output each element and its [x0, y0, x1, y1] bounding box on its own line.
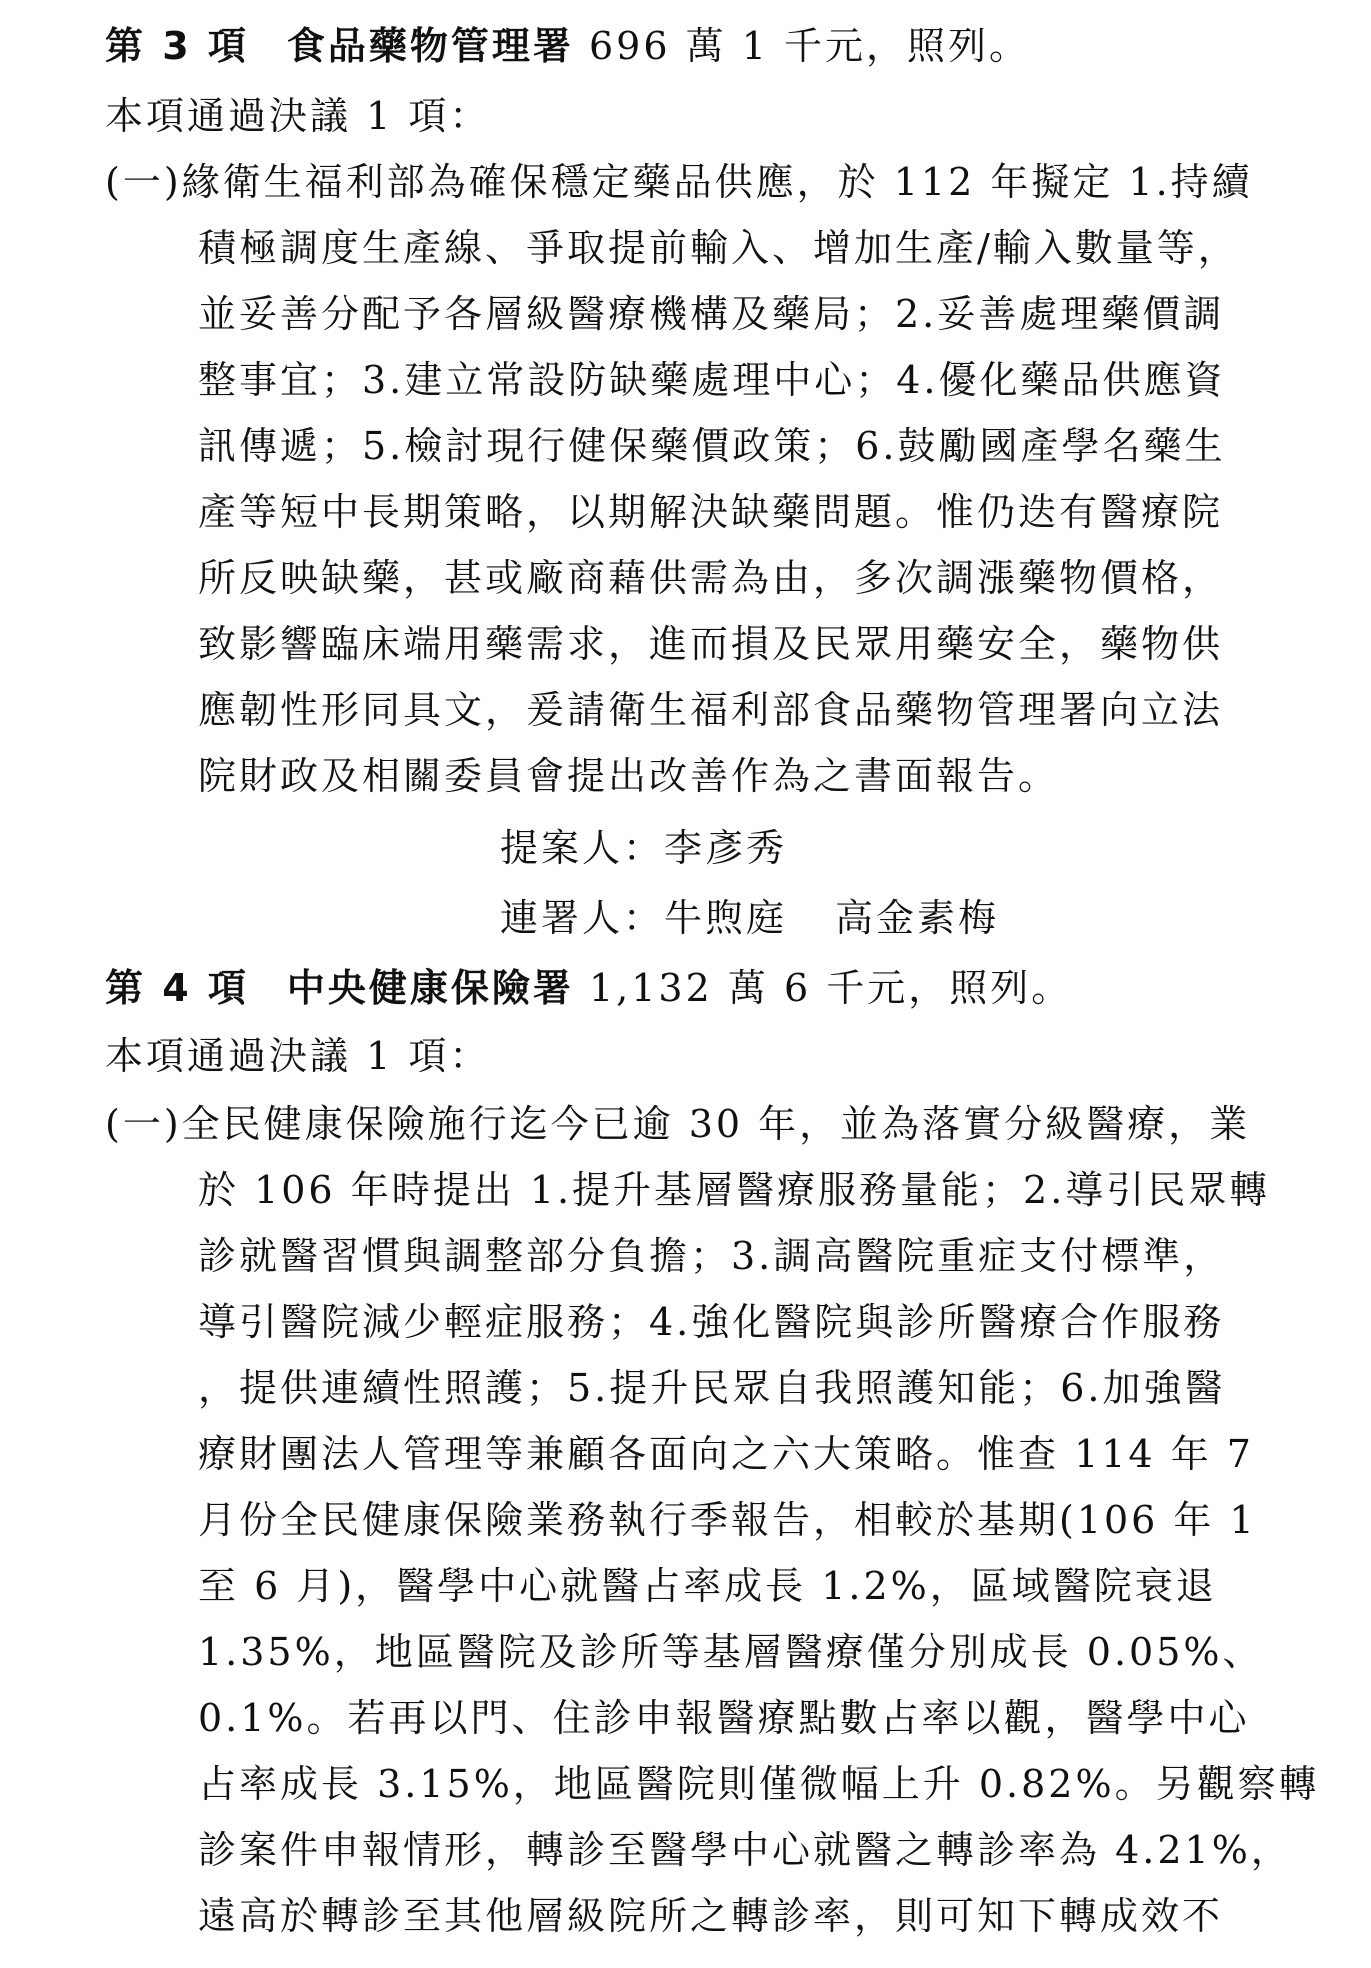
section-4-item-line: 診就醫習慣與調整部分負擔；3.調高醫院重症支付標準， — [198, 1234, 1225, 1278]
section-4-item-line: 導引醫院減少輕症服務；4.強化醫院與診所醫療合作服務 — [198, 1300, 1225, 1344]
section-3-proposer: 提案人：李彥秀 — [500, 826, 788, 870]
section-4-item-line: 療財團法人管理等兼顧各面向之六大策略。惟查 114 年 7 — [198, 1432, 1254, 1476]
section-3-cosigner-label: 連署人：牛煦庭 — [500, 896, 788, 940]
section-3-item-line: 致影響臨床端用藥需求，進而損及民眾用藥安全，藥物供 — [198, 622, 1224, 666]
section-4-item-line: 診案件申報情形，轉診至醫學中心就醫之轉診率為 4.21%， — [198, 1828, 1292, 1872]
section-4-item-line: 遠高於轉診至其他層級院所之轉診率，則可知下轉成效不 — [198, 1894, 1224, 1938]
section-3-item-line: 產等短中長期策略，以期解決缺藥問題。惟仍迭有醫療院 — [198, 490, 1224, 534]
section-4-item-line: 0.1%。若再以門、住診申報醫療點數占率以觀，醫學中心 — [198, 1696, 1250, 1740]
section-4-item-line: 占率成長 3.15%，地區醫院則僅微幅上升 0.82%。另觀察轉 — [198, 1762, 1320, 1806]
section-3-intro: 本項通過決議 1 項： — [105, 94, 491, 138]
section-3-item-line: 整事宜；3.建立常設防缺藥處理中心；4.優化藥品供應資 — [198, 358, 1226, 402]
section-4-item-line: ，提供連續性照護；5.提升民眾自我照護知能；6.加強醫 — [198, 1366, 1226, 1410]
section-3-heading — [105, 16, 1030, 76]
section-4-heading — [105, 958, 1072, 1018]
section-4-agency: 中央健康保險署 — [286, 966, 574, 1010]
section-3-amount: 696 萬 1 千元，照列。 — [573, 24, 1030, 68]
section-3-item-line: 積極調度生產線、爭取提前輸入、增加生產/輸入數量等， — [198, 226, 1239, 270]
section-4-item-line: 月份全民健康保險業務執行季報告，相較於基期(106 年 1 — [198, 1498, 1257, 1542]
section-4-item-line: 至 6 月)，醫學中心就醫占率成長 1.2%，區域醫院衰退 — [198, 1564, 1217, 1608]
section-3-item-line: 訊傳遞；5.檢討現行健保藥價政策；6.鼓勵國產學名藥生 — [198, 424, 1226, 468]
section-3-item-line: 應韌性形同具文，爰請衛生福利部食品藥物管理署向立法 — [198, 688, 1224, 732]
section-3-number: 第 3 項 — [105, 24, 249, 68]
section-4-item-line: 1.35%，地區醫院及診所等基層醫療僅分別成長 0.05%、 — [198, 1630, 1264, 1674]
section-3-item-line: 並妥善分配予各層級醫療機構及藥局；2.妥善處理藥價調 — [198, 292, 1225, 336]
section-3-cosigner-extra: 高金素梅 — [835, 896, 1000, 940]
section-3-item-line: (一)緣衛生福利部為確保穩定藥品供應，於 112 年擬定 1.持續 — [105, 160, 1253, 204]
section-3-item-line: 所反映缺藥，甚或廠商藉供需為由，多次調漲藥物價格， — [198, 556, 1224, 600]
section-3-item-line: 院財政及相關委員會提出改善作為之書面報告。 — [198, 754, 1060, 798]
section-4-number: 第 4 項 — [105, 966, 249, 1010]
section-3-agency: 食品藥物管理署 — [286, 24, 574, 68]
section-4-item-line: (一)全民健康保險施行迄今已逾 30 年，並為落實分級醫療，業 — [105, 1102, 1251, 1146]
section-4-item-line: 於 106 年時提出 1.提升基層醫療服務量能；2.導引民眾轉 — [198, 1168, 1271, 1212]
section-4-intro: 本項通過決議 1 項： — [105, 1034, 491, 1078]
section-3-cosigners — [500, 888, 999, 948]
section-4-amount: 1,132 萬 6 千元，照列。 — [573, 966, 1073, 1010]
